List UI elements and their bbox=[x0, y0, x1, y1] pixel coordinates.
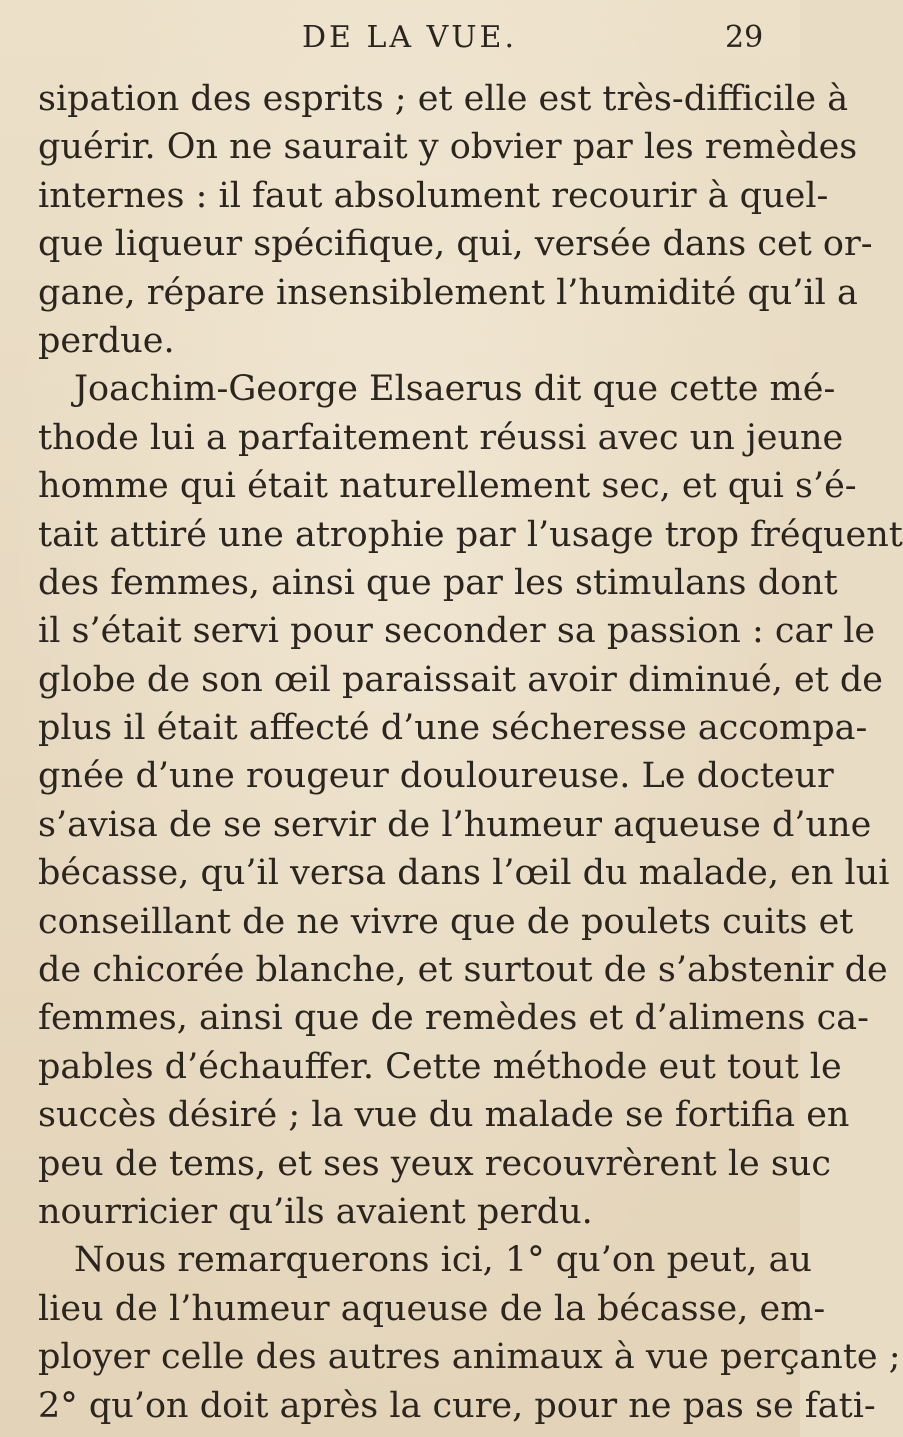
text-line: 2° qu’on doit après la cure, pour ne pas se fati- bbox=[38, 1385, 876, 1426]
text-line: Joachim-George Elsaerus dit que cette mé- bbox=[74, 369, 836, 410]
text-line: nourricier qu’ils avaient perdu. bbox=[38, 1191, 593, 1232]
text-line: gnée d’une rougeur douloureuse. Le docteur bbox=[38, 756, 834, 797]
text-line: il s’était servi pour seconder sa passion : car le bbox=[38, 611, 876, 652]
text-line: perdue. bbox=[38, 320, 175, 361]
text-line: lieu de l’humeur aqueuse de la bécasse, em- bbox=[38, 1288, 826, 1329]
text-line: homme qui était naturellement sec, et qui s’é- bbox=[38, 466, 857, 507]
text-line: globe de son œil paraissait avoir diminué, et de bbox=[38, 659, 884, 700]
running-head: DE LA VUE. bbox=[302, 20, 517, 55]
text-line: thode lui a parfaitement réussi avec un jeune bbox=[38, 417, 844, 458]
text-line: ployer celle des autres animaux à vue perçante ; bbox=[38, 1337, 901, 1378]
text-line: plus il était affecté d’une sécheresse accompa- bbox=[38, 708, 868, 749]
page-header bbox=[0, 8, 800, 68]
page-number: 29 bbox=[725, 20, 764, 55]
text-line: sipation des esprits ; et elle est très-difficile à bbox=[38, 79, 849, 119]
text-line: tait attiré une atrophie par l’usage trop fréquent bbox=[38, 514, 903, 555]
text-line: guérir. On ne saurait y obvier par les remèdes bbox=[38, 127, 858, 168]
text-line: femmes, ainsi que de remèdes et d’alimens ca- bbox=[38, 998, 869, 1039]
text-line: s’avisa de se servir de l’humeur aqueuse d’une bbox=[38, 804, 872, 845]
text-line: peu de tems, et ses yeux recouvrèrent le suc bbox=[38, 1143, 831, 1184]
text-line: Nous remarquerons ici, 1° qu’on peut, au bbox=[74, 1240, 812, 1281]
text-line: gane, répare insensiblement l’humidité qu’il a bbox=[38, 272, 858, 313]
text-line: que liqueur spécifique, qui, versée dans cet or- bbox=[38, 224, 873, 265]
text-line: bécasse, qu’il versa dans l’œil du malade, en lui bbox=[38, 853, 890, 894]
text-line: succès désiré ; la vue du malade se fortifia en bbox=[38, 1095, 850, 1136]
text-line: pables d’échauffer. Cette méthode eut tout le bbox=[38, 1046, 842, 1087]
body-text bbox=[38, 75, 903, 1430]
text-line: de chicorée blanche, et surtout de s’abstenir de bbox=[38, 950, 888, 991]
text-line: conseillant de ne vivre que de poulets cuits et bbox=[38, 901, 854, 942]
text-line: internes : il faut absolument recourir à quel- bbox=[38, 175, 829, 216]
text-line: des femmes, ainsi que par les stimulans dont bbox=[38, 562, 838, 603]
